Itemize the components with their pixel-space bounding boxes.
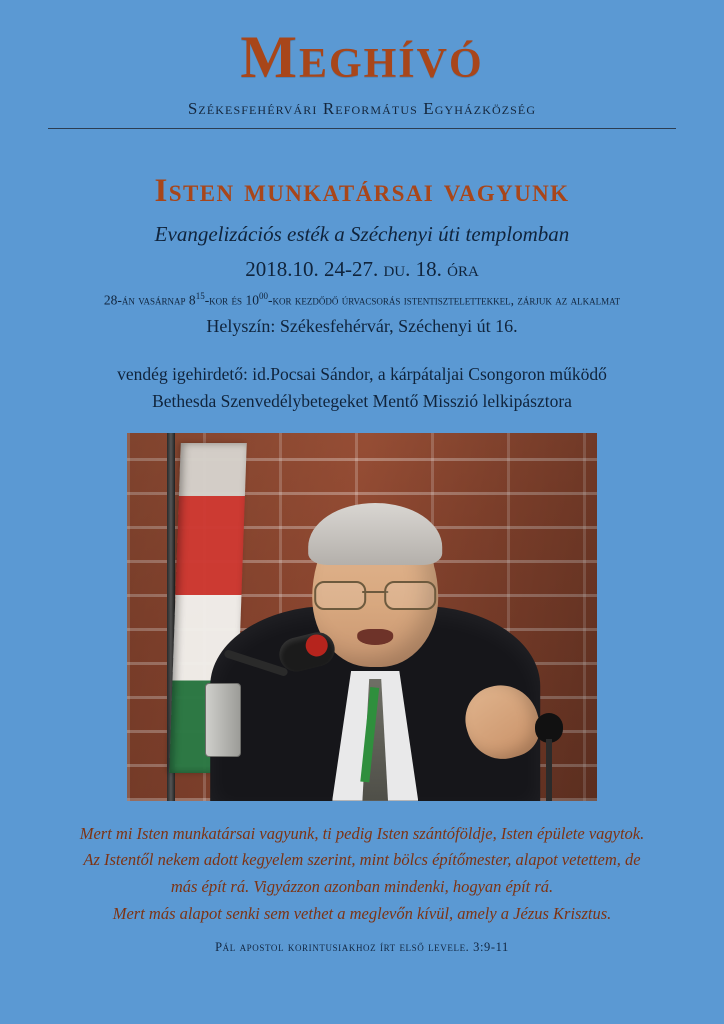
scripture-line-3: más épít rá. Vigyázzon azonban mindenki, hogyan épít rá. (170, 877, 554, 897)
event-date: 2018.10. 24-27. du. 18. óra (245, 257, 479, 281)
guest-speaker-line-1: vendég igehirdető: id.Pocsai Sándor, a kárpátaljai Csongoron működő (117, 363, 607, 384)
scripture-line-2: Az Istentől nekem adott kegyelem szerint, mint bölcs építőmester, alapot vetettem, de (83, 850, 641, 870)
speaker-mouth (357, 629, 393, 645)
glasses-icon (314, 581, 436, 607)
speaker-hair (308, 503, 442, 565)
event-note (40, 291, 684, 309)
event-note-sup-second: 00 (258, 291, 268, 301)
second-microphone-stem (546, 739, 552, 801)
glasses-left-lens (314, 581, 366, 610)
guest-speaker-block (40, 361, 684, 415)
second-microphone-icon (535, 713, 563, 801)
congregation-subtitle: Székesfehérvári Református Egyházközség (187, 99, 537, 118)
scripture-line-1: Mert mi Isten munkatársai vagyunk, ti pedig Isten szántóföldje, Isten épülete vagytok. (79, 823, 645, 843)
header-divider (48, 128, 676, 129)
scripture-line-4: Mert más alapot senki sem vethet a meglevőn kívül, amely a Jézus Krisztus. (112, 903, 612, 923)
microphone-icon (205, 635, 335, 755)
microphone-transmitter (205, 683, 241, 757)
page-title: Meghívó (240, 24, 484, 90)
scripture-quote (40, 821, 684, 928)
event-headline: Isten munkatársai vagyunk (154, 173, 570, 209)
event-note-mid: -kor és 10 (204, 292, 259, 308)
event-note-pre: 28-án vasárnap 8 (103, 292, 196, 308)
guest-speaker-line-2: Bethesda Szenvedélybetegeket Mentő Misszió lelkipásztora (152, 390, 572, 411)
speaker-photo (127, 433, 597, 801)
event-note-sup-first: 15 (195, 291, 205, 301)
event-note-post: -kor kezdődő úrvacsorás istentisztelettekkel, zárjuk az alkalmat (267, 292, 621, 308)
scripture-reference: Pál apostol korintusiakhoz írt első levele. 3:9-11 (215, 939, 509, 954)
event-location: Helyszín: Székesfehérvár, Széchenyi út 16. (206, 315, 518, 336)
event-subtitle: Evangelizációs esték a Széchenyi úti templomban (154, 222, 570, 246)
microphone-windscreen (303, 632, 330, 659)
glasses-right-lens (384, 581, 436, 610)
